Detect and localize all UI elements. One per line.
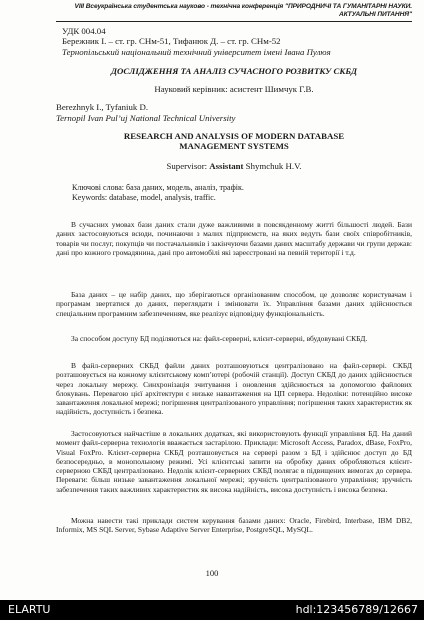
ua-title: ДОСЛІДЖЕННЯ ТА АНАЛІЗ СУЧАСНОГО РОЗВИТКУ СКБД	[110, 66, 358, 76]
repository-name: ELARTU	[8, 603, 51, 616]
paragraph-client-server: Застосовуються найчастіше в локальних додатках, які використовують функції управління БД. На даний момент файл-серверна технологія вважається застарілою. Приклади: Microsoft Access, Paradox, dBase, FoxPro, Visual FoxPro. Клієнт-серверна СКБД розташовується на сервері разом з БД і здійснює доступ до БД безпосередньо, в монопольному режимі. Усі клієнтські запити на обробку даних обробляються клієнт-серверною СКБД централізовано. Недолік клієнт-серверних СКБД полягає в підвищених вимогах до сервера. Переваги: більш низьке завантаження локальної мережі; зручність централізованого управління; зручність забезпечення таких важливих характеристик як висока надійність, висока доступність і висока безпека.	[56, 429, 412, 494]
repository-footer	[0, 600, 424, 620]
page-number: 100	[205, 568, 219, 578]
en-supervisor	[56, 161, 412, 171]
handle-id: hdl:123456789/12667	[295, 603, 418, 616]
udc-code: УДК 004.04	[62, 26, 106, 36]
paragraph-definition: База даних – це набір даних, що зберігаються організованим способом, це дозволяє користувачам і програмам звертатися до даних, переглядати і змінювати їх. Управління базами даних здійснюється спеціальним програмним забезпеченням, яке реалізує відповідну функціональність.	[56, 290, 412, 318]
en-supervisor-prefix: Supervisor:	[166, 161, 210, 171]
keywords-en: Keywords: database, model, analysis, traffic.	[72, 193, 216, 202]
ua-supervisor: Науковий керівник: асистент Шимчук Г.В.	[154, 84, 314, 94]
paragraph-access-types: За способом доступу БД поділяються на: файл-серверні, клієнт-серверні, вбудовувані СКБД.	[71, 334, 368, 343]
en-title-line2: MANAGEMENT SYSTEMS	[179, 141, 289, 151]
keywords-ua: Ключові слова: база даних, модель, аналіз, трафік.	[72, 183, 244, 192]
en-affiliation: Ternopil Ivan Pul’uj National Technical University	[56, 113, 236, 123]
ua-authors: Бережник І. – ст. гр. СНм-51, Тифанюк Д. – ст. гр. СНм-52	[62, 36, 281, 46]
header-rule	[56, 21, 412, 22]
en-authors: Berezhnyk I., Tyfaniuk D.	[56, 102, 149, 112]
paragraph-examples: Можна навести такі приклади систем керування базами даних: Oracle, Firebird, Interbase, IBM DB2, Informix, MS SQL Server, Sybase Adaptive Server Enterprise, PostgreSQL, MySQL.	[56, 516, 412, 535]
paragraph-intro: В сучасних умовах бази даних стали дуже важливими в повсякденному житті більшості людей. Бази даних застосовуються всюди, починаючи з малих підприємств, на яких ведуть бази своїх співробітників, товарів чи послуг, покупців чи постачальників і закінчуючи базами даних масштабу держави чи групи держав: дані про кожного громадянина, дані про автомобілі які зареєстровані на певній території і т.д.	[56, 220, 412, 257]
paragraph-file-server: В файл-серверних СКБД файли даних розташовуються централізовано на файл-сервері. СКБД розташовується на кожному клієнтському комп’ютері (робочій станції). Доступ СКБД до даних здійснюється через локальну мережу. Синхронізація зчитування і оновлення здійснюється за допомогою файлових блокувань. Перевагою цієї архітектури є низьке навантаження на ЦП сервера. Недоліки: потенційно високе завантаження локальної мережі; погіршення централізованого управління; погіршення таких характеристик як надійність, доступність і безпека.	[56, 361, 412, 417]
en-supervisor-rank: Assistant	[209, 161, 244, 171]
ua-affiliation: Тернопільський національний технічний університет імені Івана Пулюя	[62, 47, 331, 57]
en-supervisor-name: Shymchuk H.V.	[243, 161, 302, 171]
conference-header: VIII Всеукраїнська студентська науково - технічна конференція "ПРИРОДНИЧІ ТА ГУМАНІТАРНІ НАУКИ. АКТУАЛЬНІ ПИТАННЯ"	[74, 3, 412, 18]
en-title-line1: RESEARCH AND ANALYSIS OF MODERN DATABASE	[123, 131, 345, 141]
